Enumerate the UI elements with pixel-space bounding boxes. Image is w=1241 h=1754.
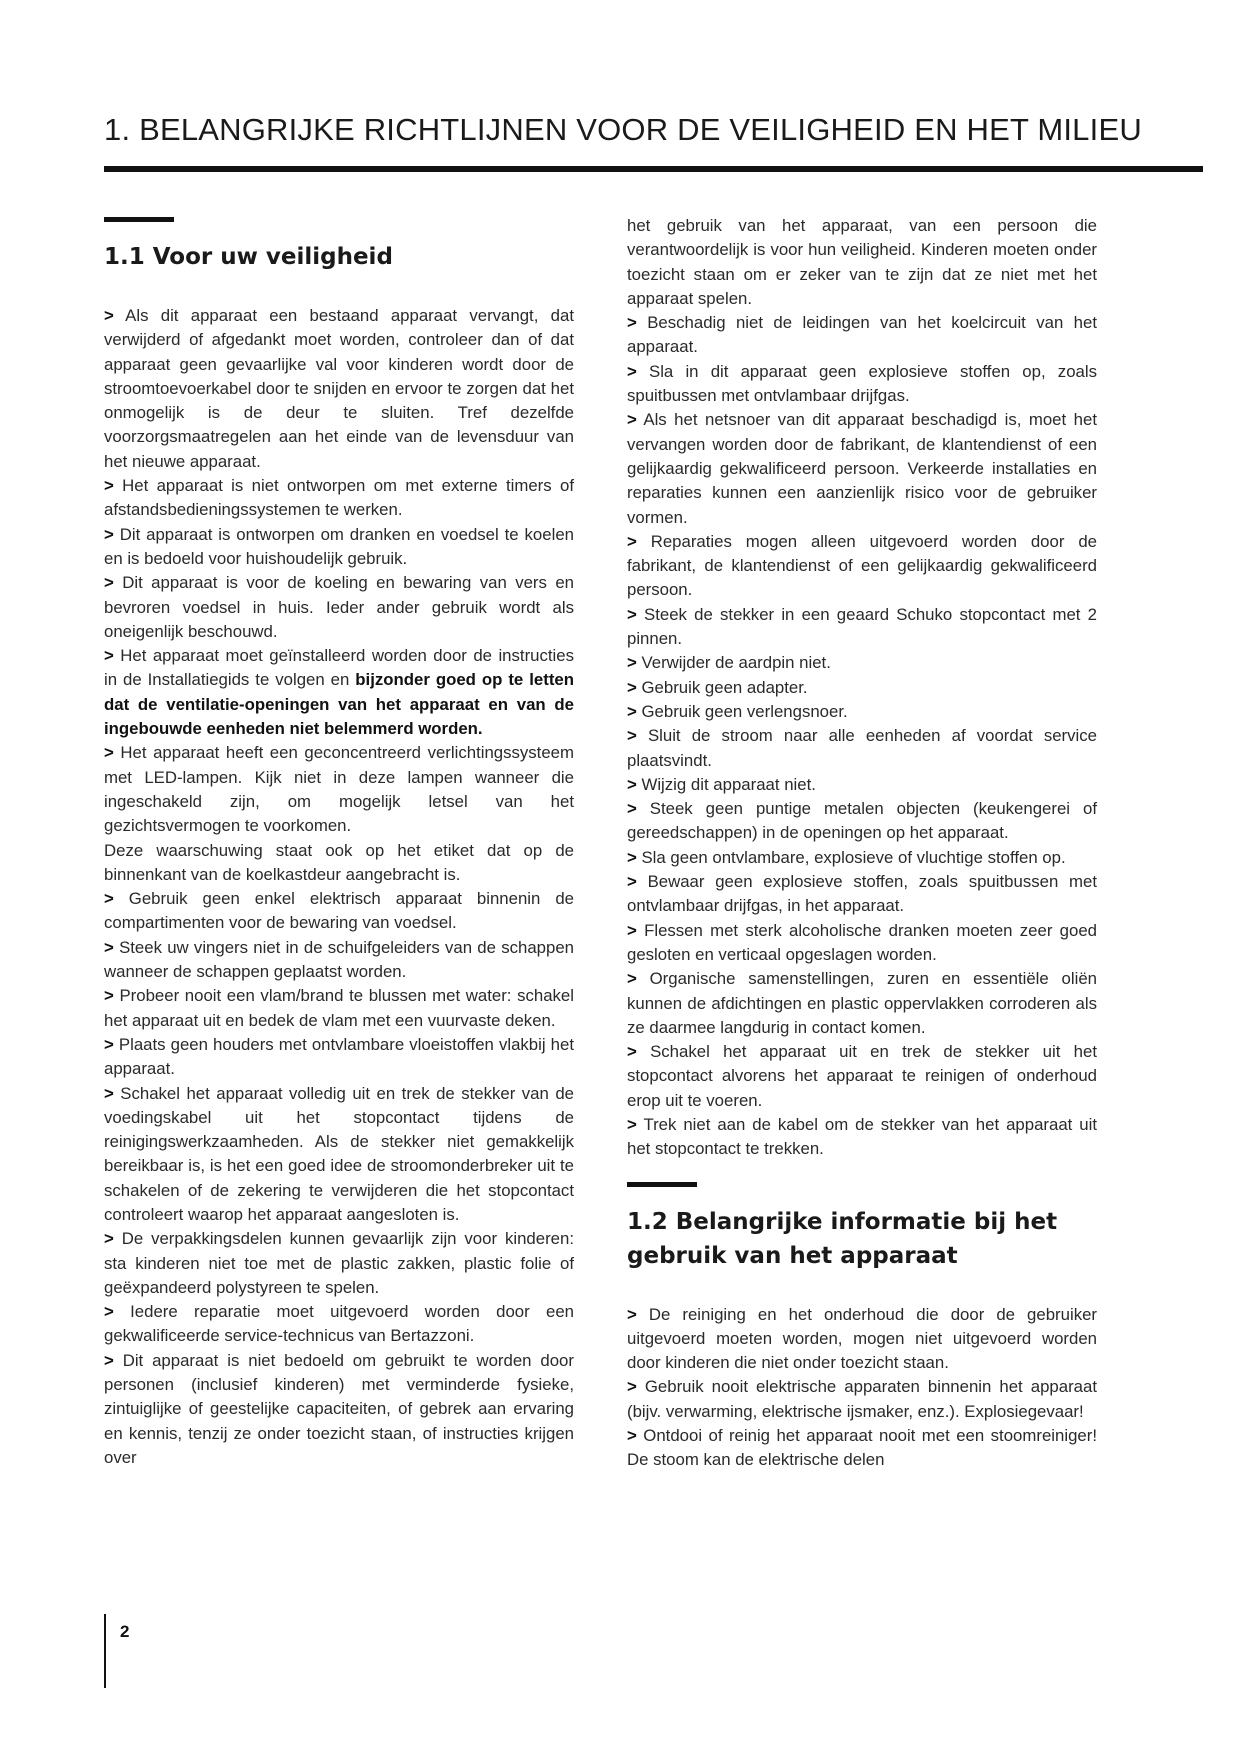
bullet-marker: > — [627, 1304, 637, 1324]
section-title: 1.1 Voor uw veiligheid — [104, 244, 393, 270]
paragraph: > Flessen met sterk alcoholische dranken moeten zeer goed gesloten en verticaal opgeslagen worden. — [627, 920, 1098, 964]
paragraph: > Gebruik geen enkel elektrisch apparaat binnenin de compartimenten voor de bewaring van voedsel. — [104, 889, 574, 933]
paragraph: > De verpakkingsdelen kunnen gevaarlijk zijn voor kinderen: sta kinderen niet toe met de plastic zakken, plastic folie of geëxpandeerd polystyreen te spelen. — [104, 1229, 574, 1297]
bullet-marker: > — [104, 573, 114, 593]
paragraph: > Bewaar geen explosieve stoffen, zoals spuitbussen met ontvlambaar drijfgas, in het apparaat. — [627, 872, 1097, 916]
bullet-marker: > — [627, 653, 637, 673]
paragraph: > Schakel het apparaat volledig uit en trek de stekker van de voedingskabel uit het stopcontact tijdens de reinigingswerkzaamheden. Als de stekker niet gemakkelijk bereikbaar is, is het een goed idee de stroomonderbreker uit te schakelen of de zekering te verwijderen die het stopcontact controleert waarop het apparaat aangesloten is. — [104, 1083, 574, 1224]
bullet-marker: > — [104, 1034, 114, 1054]
paragraph: > Het apparaat is niet ontworpen om met externe timers of afstandsbedieningssystemen te werken. — [104, 476, 574, 520]
paragraph: > Dit apparaat is ontworpen om dranken en voedsel te koelen en is bedoeld voor huishoudelijk gebruik. — [104, 524, 574, 568]
paragraph: Deze waarschuwing staat ook op het etiket dat op de binnenkant van de koelkastdeur aangebracht is. — [104, 840, 574, 884]
right-column — [627, 214, 1097, 1473]
bullet-marker: > — [627, 1114, 637, 1134]
paragraph: > Iedere reparatie moet uitgevoerd worden door een gekwalificeerde service-technicus van Bertazzoni. — [104, 1302, 574, 1346]
bullet-marker: > — [104, 743, 114, 763]
paragraph: > Steek de stekker in een geaard Schuko stopcontact met 2 pinnen. — [627, 604, 1097, 649]
paragraph: > Het apparaat moet geïnstalleerd worden door de instructies in de Installatiegids te volgen en bijzonder goed op te letten dat de ventilatie-openingen van het apparaat en van de ingebouwde eenheden niet belemmerd worden. — [104, 646, 574, 739]
emphasis-text: bijzonder goed op te letten dat de ventilatie-openingen van het apparaat en van de ingebouwde eenheden niet belemmerd worden. — [104, 670, 574, 739]
paragraph: > Dit apparaat is niet bedoeld om gebruikt te worden door personen (inclusief kinderen) met verminderde fysieke, zintuiglijke of geestelijke capaciteiten, of gebrek aan ervaring en kennis, tenzij ze onder toezicht staan, of instructies krijgen over — [104, 1350, 574, 1467]
footer-divider — [104, 1614, 106, 1688]
bullet-marker: > — [627, 969, 637, 989]
page-title: 1. BELANGRIJKE RICHTLIJNEN VOOR DE VEILIGHEID EN HET MILIEU — [104, 112, 1142, 147]
bullet-marker: > — [627, 361, 637, 381]
bullet-marker: > — [104, 986, 114, 1006]
paragraph: > Steek geen puntige metalen objecten (keukengerei of gereedschappen) in de openingen op het apparaat. — [627, 799, 1097, 843]
bullet-marker: > — [627, 774, 637, 794]
section-2 — [627, 1182, 1097, 1473]
paragraph: > Wijzig dit apparaat niet. — [627, 774, 816, 794]
bullet-marker: > — [627, 531, 637, 551]
paragraph: > Als dit apparaat een bestaand apparaat vervangt, dat verwijderd of afgedankt moet worden, controleer dan of dat apparaat geen gevaarlijke val voor kinderen wordt door de stroomtoevoerkabel door te snijden en ervoor te zorgen dat het onmogelijk is de deur te sluiten. Tref dezelfde voorzorgsmaatregelen aan het einde van de levensduur van het nieuwe apparaat. — [104, 306, 574, 471]
paragraph: > Als het netsnoer van dit apparaat beschadigd is, moet het vervangen worden door de fabrikant, de klantendienst of een gelijkaardig gekwalificeerd persoon. Verkeerde installaties en reparaties kunnen een aanzienlijk risico voor de gebruiker vormen. — [627, 410, 1097, 527]
paragraph: het gebruik van het apparaat, van een persoon die verantwoordelijk is voor hun veiligheid. Kinderen moeten onder toezicht staan om er zeker van te zijn dat ze niet met het apparaat spelen. — [627, 216, 1097, 308]
bullet-marker: > — [104, 306, 114, 325]
bullet-marker: > — [627, 410, 637, 430]
left-column — [104, 217, 574, 1470]
paragraph: > Organische samenstellingen, zuren en essentiële oliën kunnen de afdichtingen en plastic oppervlakken corroderen als ze daarmee langdurig in contact komen. — [627, 969, 1097, 1037]
bullet-marker: > — [627, 604, 637, 624]
bullet-marker: > — [104, 524, 114, 544]
section-marker — [104, 217, 174, 222]
bullet-marker: > — [104, 889, 114, 909]
paragraph: > Steek uw vingers niet in de schuifgeleiders van de schappen wanneer de schappen geplaatst worden. — [104, 937, 574, 982]
bullet-marker: > — [627, 677, 637, 697]
paragraph: > Het apparaat heeft een geconcentreerd verlichtingssysteem met LED-lampen. Kijk niet in deze lampen wanneer die ingeschakeld zijn, om mogelijk letsel van het gezichtsvermogen te voorkomen. — [104, 743, 574, 836]
paragraph: > Gebruik geen adapter. — [627, 677, 808, 697]
bullet-marker: > — [627, 313, 637, 333]
bullet-marker: > — [104, 1229, 114, 1249]
bullet-marker: > — [104, 646, 114, 666]
paragraph: > Sluit de stroom naar alle eenheden af voordat service plaatsvindt. — [627, 726, 1097, 770]
section-title: 1.2 Belangrijke informatie bij het gebruik van het apparaat — [627, 1208, 1058, 1269]
paragraph: > Probeer nooit een vlam/brand te blussen met water: schakel het apparaat uit en bedek de vlam met een vuurvaste deken. — [104, 986, 574, 1030]
bullet-marker: > — [627, 726, 637, 746]
section-marker — [627, 1182, 697, 1187]
bullet-marker: > — [104, 1083, 114, 1103]
paragraph: > Sla in dit apparaat geen explosieve stoffen op, zoals spuitbussen met ontvlambaar drijfgas. — [627, 361, 1097, 406]
paragraph: > Verwijder de aardpin niet. — [627, 653, 831, 673]
paragraph: > Dit apparaat is voor de koeling en bewaring van vers en bevroren voedsel in huis. Ieder ander gebruik wordt als oneigenlijk beschouwd. — [104, 573, 574, 641]
paragraph: > Ontdooi of reinig het apparaat nooit met een stoomreiniger! De stoom kan de elektrische delen — [627, 1426, 1097, 1470]
paragraph: > Plaats geen houders met ontvlambare vloeistoffen vlakbij het apparaat. — [104, 1034, 574, 1079]
paragraph: > Gebruik geen verlengsnoer. — [627, 701, 848, 721]
bullet-marker: > — [104, 476, 114, 496]
bullet-marker: > — [627, 1042, 637, 1062]
paragraph: > Gebruik nooit elektrische apparaten binnenin het apparaat (bijv. verwarming, elektrische ijsmaker, enz.). Explosiegevaar! — [627, 1377, 1097, 1421]
bullet-marker: > — [627, 1377, 637, 1397]
paragraph: > Trek niet aan de kabel om de stekker van het apparaat uit het stopcontact te trekken. — [627, 1114, 1097, 1159]
bullet-marker: > — [627, 872, 637, 892]
bullet-marker: > — [104, 937, 114, 957]
bullet-marker: > — [627, 847, 637, 867]
paragraph: > Beschadig niet de leidingen van het koelcircuit van het apparaat. — [627, 313, 1097, 357]
bullet-marker: > — [627, 701, 637, 721]
paragraph: > De reiniging en het onderhoud die door de gebruiker uitgevoerd moeten worden, mogen niet uitgevoerd worden door kinderen die niet onder toezicht staan. — [627, 1304, 1097, 1373]
paragraph: > Schakel het apparaat uit en trek de stekker uit het stopcontact alvorens het apparaat te reinigen of onderhoud erop uit te voeren. — [627, 1042, 1097, 1110]
bullet-marker: > — [104, 1350, 114, 1370]
bullet-marker: > — [627, 920, 637, 940]
paragraph: > Sla geen ontvlambare, explosieve of vluchtige stoffen op. — [627, 847, 1066, 867]
bullet-marker: > — [627, 799, 637, 819]
title-divider — [104, 166, 1203, 172]
paragraph: > Reparaties mogen alleen uitgevoerd worden door de fabrikant, de klantendienst of een gelijkaardig gekwalificeerd persoon. — [627, 531, 1097, 600]
bullet-marker: > — [627, 1426, 637, 1446]
bullet-marker: > — [104, 1302, 114, 1322]
page-number: 2 — [120, 1622, 130, 1641]
